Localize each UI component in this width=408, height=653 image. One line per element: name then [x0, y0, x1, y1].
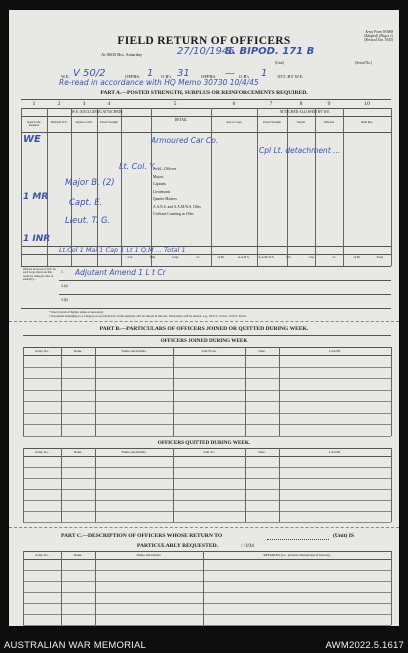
- table-col-line: [23, 448, 24, 522]
- totals-label: Capt.: [172, 255, 180, 259]
- divider: [21, 99, 391, 100]
- totals-label: Q.M.: [217, 255, 225, 259]
- col-head-left: Surplus to W.E.: [75, 121, 93, 124]
- column-line: [211, 108, 212, 266]
- table-row: [23, 413, 391, 414]
- table-col-line: [23, 347, 24, 436]
- col-head-left: Deficient W.E.: [50, 121, 68, 124]
- divider: [21, 108, 391, 109]
- table-col-line: [391, 448, 392, 522]
- table-row: [23, 511, 391, 512]
- ors2-label: O.R's: [239, 74, 250, 79]
- amendment-handwritten: Re-read in accordance with HQ Memo 30730 10/4/45: [59, 78, 259, 87]
- table-row: [23, 625, 391, 626]
- army-form-line1: Army Form W3008: [365, 30, 393, 34]
- row-label-1: 1.: [61, 270, 64, 274]
- hand-note: Cpl Lt. detachment ...: [259, 146, 341, 155]
- table-row: [23, 570, 391, 571]
- part-c-title-unit: (Unit) IS: [333, 533, 354, 539]
- table-col-line: [61, 551, 62, 625]
- rank-label: Quarter Masters: [153, 197, 177, 201]
- rank-label: Captains: [153, 182, 166, 186]
- table-col-head: Date.: [258, 450, 266, 454]
- divider: [59, 280, 391, 281]
- table-col-line: [245, 448, 246, 522]
- totals-label: Lt.: [196, 255, 201, 259]
- divider: [9, 321, 399, 322]
- army-form-line3: (Revised Jan. 1943): [364, 38, 393, 42]
- col-head-left: Posted Strength: [100, 121, 118, 124]
- totals-label: Maj.: [150, 255, 156, 259]
- table-col-head: CAUSE.: [329, 450, 341, 454]
- hand-note: Major B. (2): [65, 178, 115, 188]
- table-col-line: [391, 347, 392, 436]
- table-row: [23, 378, 391, 379]
- attached-header: ATTACHED ALLOWED BY W.E.: [279, 110, 331, 114]
- table-col-line: [95, 347, 96, 436]
- unit-handwritten: S. BIPOD. 171 B: [225, 46, 315, 57]
- row-we-label: WE: [23, 134, 41, 145]
- table-col-head: Name and Initials.: [121, 450, 147, 454]
- table-line: [23, 355, 391, 356]
- detail-header: DETAIL: [174, 118, 188, 122]
- we-excl-header: W.E. (EXCLUDING ATTACHED): [71, 110, 123, 114]
- totals-label: A.A.N.S.: [237, 255, 250, 259]
- quitted-title: OFFICERS QUITTED DURING WEEK.: [157, 440, 251, 446]
- row-1mr-label: 1 MR: [23, 192, 49, 202]
- table-row: [23, 592, 391, 593]
- table-row: [23, 367, 391, 368]
- table-row: [23, 603, 391, 604]
- row-label-3: 3.(b): [61, 298, 68, 302]
- divider: [21, 132, 391, 133]
- form-sheet: [9, 10, 399, 626]
- table-col-line: [173, 347, 174, 436]
- footnote-2: † Personnel belonging to a category not provided for in the analysis will be shown in this list. Particulars will be shown, e.g., 20 E.C. Fever, 15 N.S. Fever.: [49, 314, 247, 318]
- offrs2-handwritten: —: [225, 68, 235, 79]
- ors2-handwritten: 1: [261, 68, 268, 79]
- column-number: 2: [57, 101, 61, 107]
- table-col-line: [95, 551, 96, 625]
- totals-label: Civ.: [286, 255, 292, 259]
- rank-label: Field—Officers: [153, 167, 177, 171]
- table-col-line: [95, 448, 96, 522]
- rank-label: Majors: [153, 174, 164, 179]
- table-col-head: Name and Initials.: [121, 349, 147, 353]
- we-handwritten: V 50/2: [73, 68, 106, 79]
- table-row: [23, 467, 391, 468]
- column-number: 9: [327, 101, 331, 107]
- table-col-head: REMARKS (i.e., present whereabouts if known).: [263, 553, 331, 557]
- col-head-right: Surplus: [296, 121, 306, 124]
- row1-handwritten: Adjutant Amend 1 L t Cr: [75, 268, 166, 277]
- column-number: 1: [32, 101, 36, 107]
- column-line: [287, 108, 288, 266]
- divider: [23, 335, 391, 336]
- table-col-head: Date.: [258, 349, 266, 353]
- part-b-title: PART B.—PARTICULARS OF OFFICERS JOINED OR QUITTED DURING WEEK.: [99, 326, 309, 332]
- table-col-head: Rank.: [73, 553, 82, 557]
- hand-note: Capt. E.: [69, 198, 103, 208]
- side-note: Officers in excess of W.E. for each Corps shown on this return by ranks (in order of seniority) ...: [23, 268, 57, 281]
- totals-label: Col.: [127, 255, 134, 259]
- column-number: 4: [107, 101, 111, 107]
- table-line: [23, 559, 391, 560]
- column-line: [343, 108, 344, 266]
- unit-label: (Unit): [275, 61, 284, 65]
- serial-label: (Serial No.): [355, 61, 372, 65]
- hand-note: Lieut. T. G.: [65, 216, 111, 226]
- form-title: FIELD RETURN OF OFFICERS: [117, 35, 291, 47]
- column-line: [391, 108, 392, 266]
- joined-title: OFFICERS JOINED DURING WEEK: [160, 338, 248, 344]
- table-col-line: [203, 551, 204, 625]
- column-line: [257, 108, 258, 266]
- part-c-title-1: PART C.—DESCRIPTION OF OFFICERS WHOSE RETURN TO: [61, 533, 223, 539]
- column-number: 10: [364, 101, 370, 107]
- table-col-head: Army No.: [35, 553, 49, 557]
- table-row: [23, 489, 391, 490]
- date-handwritten: 27/10/1945: [177, 46, 235, 57]
- table-col-head: Army No.: [35, 349, 49, 353]
- offrs-label: OFFRS.: [125, 74, 141, 79]
- totals-label: Cap.: [308, 255, 315, 259]
- ors-label: O.R's: [161, 74, 172, 79]
- ors-handwritten: 31: [177, 68, 190, 79]
- col-head-right: Rank Req.: [361, 121, 373, 124]
- divider: [9, 527, 399, 528]
- table-row: [23, 614, 391, 615]
- table-row: [23, 500, 391, 501]
- table-row: [23, 436, 391, 437]
- hand-note: Lt. Col. Y.: [119, 162, 156, 171]
- table-row: [23, 401, 391, 402]
- col-head-left: Rank To Be Required: [27, 121, 41, 128]
- column-number: 5: [173, 101, 177, 107]
- totals-label: A.A.M.W.S.: [258, 255, 275, 259]
- we-label: W.E.: [61, 74, 71, 79]
- table-col-line: [61, 448, 62, 522]
- table-col-line: [61, 347, 62, 436]
- table-row: [23, 478, 391, 479]
- totals-handwritten: Lt.Col 1 Mai 1 Cap 1 Lt 1 Q.M ... Total 1: [59, 246, 186, 254]
- table-col-head: Unit To.: [203, 450, 215, 454]
- table-line: [23, 448, 391, 449]
- col-head-right: Posted Strength: [263, 121, 281, 124]
- column-number: 6: [232, 101, 236, 107]
- army-form-line2: (Adapted) (Pages 1): [363, 34, 393, 38]
- footer-left: AUSTRALIAN WAR MEMORIAL: [4, 640, 147, 651]
- column-line: [121, 108, 122, 266]
- rank-label: Lieutenants: [153, 189, 171, 194]
- column-line: [151, 108, 152, 266]
- rank-label: A.A.N.S. and A.A.M.W.S. Offrs: [153, 204, 201, 209]
- table-col-line: [391, 551, 392, 625]
- table-line: [23, 551, 391, 552]
- offrs-handwritten: 1: [147, 68, 154, 79]
- col-head-right: Deficient: [323, 121, 335, 124]
- offrs2-label: OFFRS.: [201, 74, 217, 79]
- divider: [21, 266, 391, 267]
- divider: [21, 308, 391, 309]
- table-col-line: [279, 448, 280, 522]
- totals-label: Lt.: [332, 255, 337, 259]
- table-col-head: Rank.: [73, 349, 82, 353]
- footer-right: AWM2022.5.1617: [325, 640, 404, 651]
- column-number: 8: [299, 101, 303, 107]
- table-row: [23, 581, 391, 582]
- part-c-title-date: / /194: [241, 543, 254, 549]
- table-col-head: Army No.: [35, 450, 49, 454]
- rank-label: Civilians Counting as Offrs: [153, 212, 194, 216]
- part-c-unit-blank: [267, 539, 329, 540]
- table-col-line: [245, 347, 246, 436]
- table-row: [23, 424, 391, 425]
- totals-label: Total: [376, 255, 383, 259]
- table-col-head: Rank.: [73, 450, 82, 454]
- table-col-line: [279, 347, 280, 436]
- table-row: [23, 390, 391, 391]
- row-label-2: 2.(a): [61, 284, 68, 288]
- table-row: [23, 522, 391, 523]
- column-number: 7: [269, 101, 273, 107]
- at-label: At 0600 Hrs. Saturday: [101, 52, 143, 57]
- totals-label: Q.M.: [353, 255, 361, 259]
- table-line: [23, 347, 391, 348]
- part-c-title-2: PARTICULARLY REQUESTED.: [137, 543, 219, 549]
- divider: [59, 294, 391, 295]
- table-col-line: [173, 448, 174, 522]
- part-a-title: PART A.—POSTED STRENGTH, SURPLUS OR REINFORCEMENTS REQUIRED.: [100, 90, 308, 96]
- table-col-head: CAUSE.: [329, 349, 341, 353]
- column-line: [315, 108, 316, 266]
- row-1inr-label: 1 INR: [23, 234, 51, 244]
- divider: [21, 116, 391, 117]
- column-line: [21, 108, 22, 266]
- footnote-1: * Insert detail of higher ranks as necessary.: [49, 310, 104, 314]
- table-line: [23, 456, 391, 457]
- column-number: 3: [82, 101, 86, 107]
- table-col-head: Unit From.: [201, 349, 217, 353]
- table-col-head: Name and Initials.: [136, 553, 162, 557]
- hand-note: Armoured Car Co.: [151, 136, 219, 145]
- table-col-line: [23, 551, 24, 625]
- col-head-right: Arm or Corps: [226, 121, 242, 124]
- att-label: ATT. BY W.E.: [277, 74, 304, 79]
